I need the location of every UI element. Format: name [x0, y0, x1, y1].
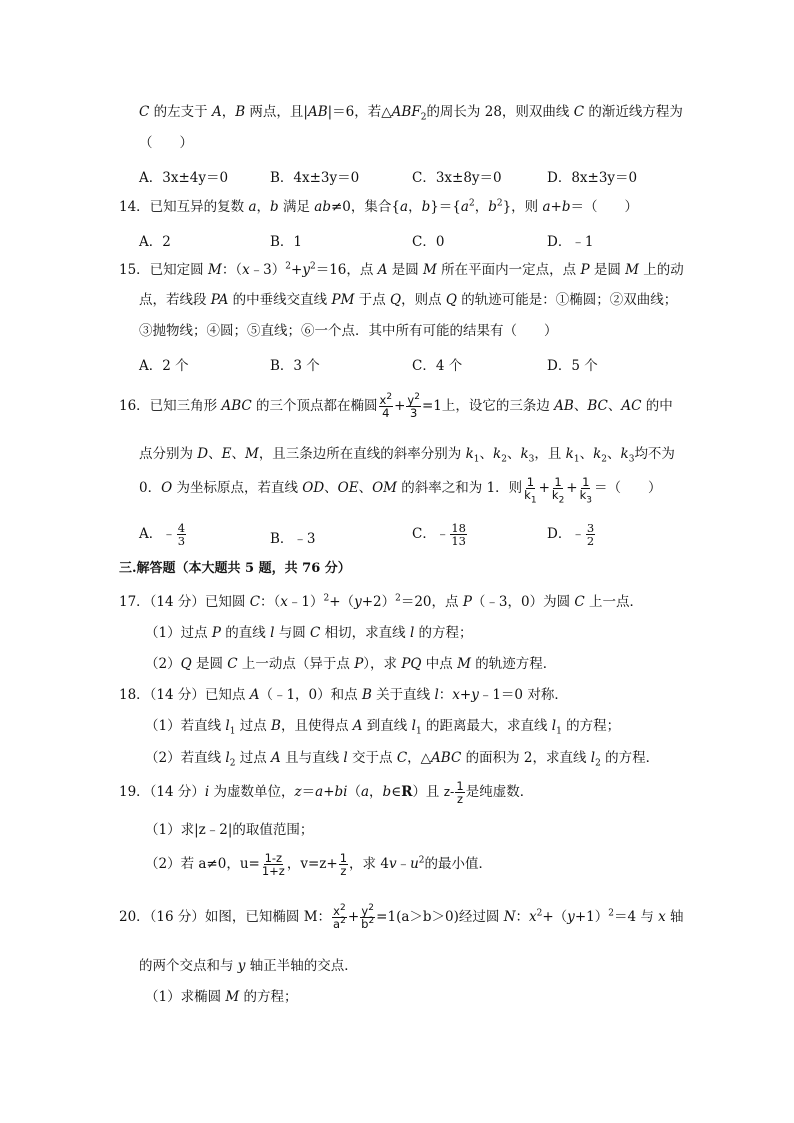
q15-option-c: C．4 个: [412, 358, 463, 374]
ellipse-fraction-y: $\frac{y^2}{3}$: [407, 392, 420, 421]
ellipse-m-fraction-y: $\frac{y^2}{b^2}$: [361, 903, 375, 932]
option-a-fraction: $\frac{4}{3}$: [177, 521, 186, 549]
q13-option-c: C．3x±8y＝0: [412, 170, 502, 186]
q14-option-c: C．0: [412, 234, 445, 250]
ellipse-m-fraction-x: $\frac{x^2}{a^2}$: [333, 903, 346, 932]
q19-part-2: （2）若 a≠0，u= $\frac{1-z}{1+z}$ ，v=z+ $\frac{1}{z}$ ，求 $4v﹣u^2$的最小值．: [145, 851, 493, 879]
q14-option-d: D．﹣1: [547, 234, 594, 250]
q20-line-2: 的两个交点和与 y 轴正半轴的交点．: [139, 958, 358, 974]
u-fraction: $\frac{1-z}{1+z}$: [261, 851, 285, 879]
q17-part-2: （2）Q 是圆 C 上一动点（异于点 P），求 PQ 中点 M 的轨迹方程．: [145, 656, 557, 672]
section-heading: 三.解答题（本大题共 5 题，共 76 分）: [119, 561, 351, 576]
q15-option-d: D．5 个: [547, 358, 598, 374]
q16-option-b: B．﹣3: [270, 531, 316, 547]
q14-option-a: A．2: [139, 234, 171, 250]
q19-fraction-1-over-z: $\frac{1}{z}$: [456, 779, 464, 807]
q15-option-a: A．2 个: [139, 358, 189, 374]
q15-line-1: 15．已知定圆 M：$(x﹣3)^2+y^2=16$，点 A 是圆 M 所在平面内一定点，点 P 是圆 M 上的动: [119, 261, 684, 278]
q16-option-d: D．﹣ $\frac{3}{2}$: [547, 521, 595, 549]
q18-part-1: （1）若直线 $l_1$ 过点 B，且使得点 A 到直线 $l_1$ 的距离最大，求直线 $l_1$ 的方程；: [145, 718, 621, 737]
q14-question: 14．已知互异的复数 a，b 满足 ab≠0，集合{a，$b\}=\{a^2$，$b^2$}，则 a+b＝（ ）: [119, 198, 638, 215]
q15-line-2: 点，若线段 PA 的中垂线交直线 PM 于点 Q，则点 Q 的轨迹可能是：①椭圆；②双曲线；: [139, 292, 678, 308]
q15-line-3: ③抛物线；④圆；⑤直线；⑥一个点．其中所有可能的结果有（ ）: [139, 323, 558, 339]
q19-question: 19．（14 分）i 为虚数单位，z＝a+bi（a，b∈R）且 z- $\frac{1}{z}$ 是纯虚数．: [119, 779, 534, 807]
q13-option-d: D．8x±3y＝0: [547, 170, 638, 186]
q13-line-1: C 的左支于 A，B 两点，且|AB|＝6，若$\triangle ABF_2$的周长为 28，则双曲线 C 的渐近线方程为: [139, 104, 683, 123]
q14-option-b: B．1: [270, 234, 303, 250]
q16-option-c: C．﹣ $\frac{18}{13}$: [412, 521, 466, 549]
recip-fraction-k1: $\frac{1}{k_1}$: [524, 475, 537, 506]
q15-option-b: B．3 个: [270, 358, 320, 374]
q19-part-1: （1）求|z﹣2|的取值范围；: [145, 822, 314, 838]
q16-line-2: 点分别为 D、E、M，且三条边所在直线的斜率分别为 $k_1$、$k_2$、$k_3$，且 $k_1$、$k_2$、$k_3$均不为: [139, 446, 675, 465]
q17-question: 17．（14 分）已知圆 C：$(x﹣1)^2+(y+2)^2=20$，点 P（﹣3，0）为圆 C 上一点．: [119, 593, 644, 610]
option-c-fraction: $\frac{18}{13}$: [451, 521, 466, 549]
q18-question: 18．（14 分）已知点 A（﹣1，0）和点 B 关于直线 l：x+y﹣1＝0 对称．: [119, 687, 568, 703]
q17-part-1: （1）过点 P 的直线 l 与圆 C 相切，求直线 l 的方程；: [145, 625, 473, 641]
q20-part-1: （1）求椭圆 M 的方程；: [145, 989, 298, 1005]
v-fraction: $\frac{1}{z}$: [339, 851, 348, 879]
recip-fraction-k3: $\frac{1}{k_3}$: [579, 475, 593, 506]
ellipse-fraction-x: $\frac{x^2}{4}$: [379, 392, 393, 421]
q16-line-1: 16．已知三角形 ABC 的三个顶点都在椭圆 $\frac{x^2}{4}$ + $\frac{y^2}{3}$ =1上，设它的三条边 AB、BC、AC 的中: [119, 392, 673, 421]
q13-line-2: （ ）: [139, 135, 193, 151]
q13-option-a: A．3x±4y＝0: [139, 170, 229, 186]
recip-fraction-k2: $\frac{1}{k_2}$: [551, 475, 565, 506]
q16-line-3: 0．O 为坐标原点，若直线 OD、OE、OM 的斜率之和为 1．则 $\frac{1}{k_1}$ + $\frac{1}{k_2}$ + $\frac{1}{k_3}$ ＝（ ）: [139, 475, 662, 506]
q13-option-b: B．4x±3y＝0: [270, 170, 360, 186]
q20-question: 20．（16 分）如图，已知椭圆 M： $\frac{x^2}{a^2}$ + $\frac{y^2}{b^2}$ =1(a＞b＞0)经过圆 N：$x^2+(y+1)^2=4$ 与 x 轴: [119, 903, 684, 932]
option-d-fraction: $\frac{3}{2}$: [586, 521, 595, 549]
q18-part-2: （2）若直线 $l_2$ 过点 A 且与直线 l 交于点 C，△ABC 的面积为 2，求直线 $l_2$ 的方程．: [145, 750, 660, 769]
q16-option-a: A．﹣ $\frac{4}{3}$: [139, 521, 186, 549]
